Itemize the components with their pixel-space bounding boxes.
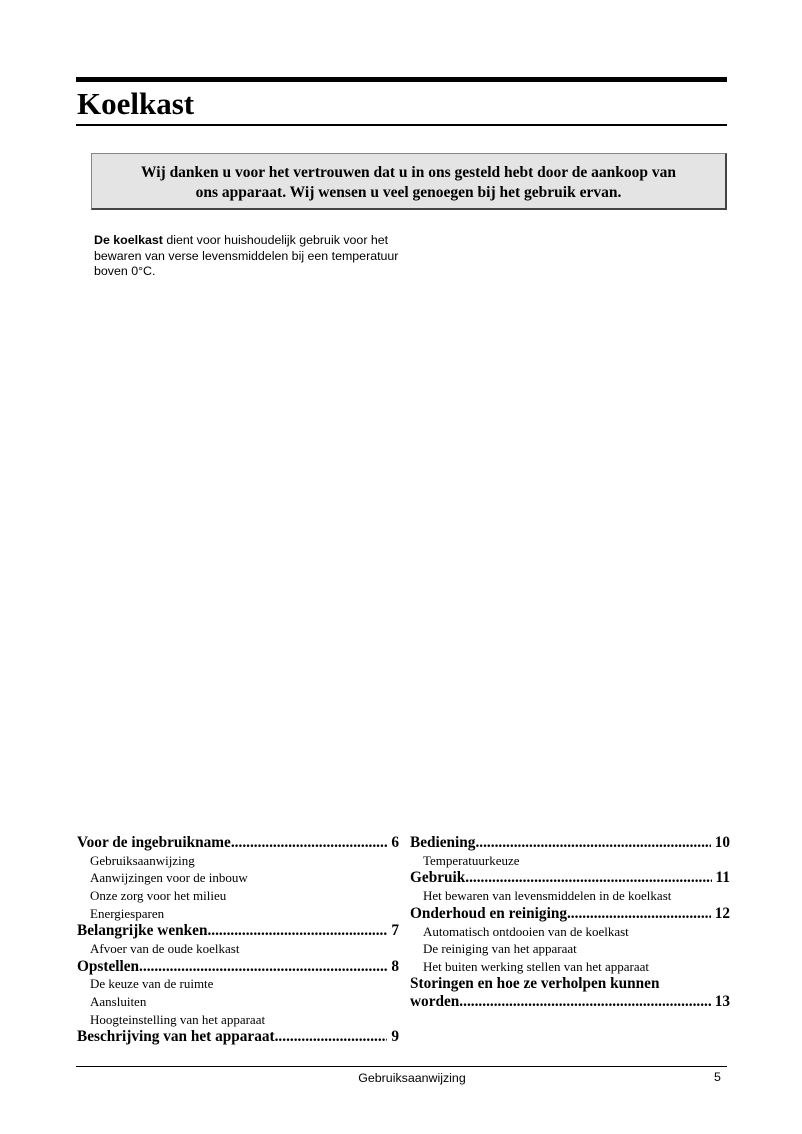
toc-entry-page: 9	[391, 1028, 399, 1046]
toc-subentry[interactable]: Het bewaren van levensmiddelen in de koelkast	[423, 888, 672, 904]
footer-rule	[76, 1066, 727, 1067]
toc-entry[interactable]	[77, 1028, 399, 1046]
footer-text: Gebruiksaanwijzing	[358, 1071, 466, 1085]
toc-leader-dots	[459, 993, 710, 1011]
top-rule	[76, 77, 727, 82]
toc-left-column	[77, 834, 399, 1046]
thanks-line-2: ons apparaat. Wij wensen u veel genoegen bij het gebruik ervan.	[195, 184, 622, 201]
toc-entry[interactable]	[410, 869, 730, 887]
toc-entry-title: Belangrijke wenken	[77, 922, 208, 940]
page-title: Koelkast	[77, 86, 195, 121]
thanks-box	[91, 153, 727, 210]
toc-subentry[interactable]: Hoogteinstelling van het apparaat	[90, 1011, 266, 1027]
toc-entry[interactable]	[410, 905, 730, 923]
toc-leader-dots	[275, 1028, 388, 1046]
toc-entry[interactable]	[77, 922, 399, 940]
toc-leader-dots	[231, 834, 388, 852]
toc-entry-page: 12	[714, 904, 730, 922]
toc-subentry[interactable]: De keuze van de ruimte	[90, 976, 214, 992]
toc-entry-page: 8	[391, 957, 399, 975]
toc-subentry[interactable]: Het buiten werking stellen van het apparaat	[423, 958, 649, 974]
toc-subentry[interactable]: Automatisch ontdooien van de koelkast	[423, 923, 629, 939]
toc-entry-title: worden	[410, 993, 460, 1011]
toc-entry[interactable]	[410, 993, 730, 1011]
intro-bold: De koelkast	[94, 233, 163, 247]
toc-entry[interactable]	[410, 834, 730, 852]
toc-entry-page: 11	[715, 869, 730, 887]
toc-entry[interactable]	[77, 958, 399, 976]
toc-leader-dots	[567, 905, 711, 923]
toc-leader-dots	[139, 958, 387, 976]
toc-entry-title: Voor de ingebruikname	[77, 834, 231, 851]
toc-entry-page: 6	[391, 834, 399, 851]
toc-leader-dots	[475, 834, 710, 852]
toc-entry-title: Gebruik	[410, 869, 466, 887]
toc-entry-page: 13	[714, 993, 730, 1011]
toc-entry-title: Bediening	[410, 834, 476, 851]
toc-entry-title: Onderhoud en reiniging	[410, 904, 567, 922]
intro-paragraph	[94, 233, 414, 280]
toc-entry-title-line[interactable]: Storingen en hoe ze verholpen kunnen	[410, 975, 660, 993]
title-rule	[76, 124, 727, 126]
toc-subentry[interactable]: De reiniging van het apparaat	[423, 941, 577, 957]
toc-subentry[interactable]: Aanwijzingen voor de inbouw	[90, 870, 248, 886]
toc-leader-dots	[207, 922, 387, 940]
toc-entry-title: Opstellen	[77, 957, 140, 975]
thanks-line-1: Wij danken u voor het vertrouwen dat u in ons gesteld hebt door de aankoop van	[141, 164, 676, 181]
intro-text: dient voor huishoudelijk gebruik voor het bewaren van verse levensmiddelen bij een temperatuur boven 0°C.	[94, 233, 399, 278]
toc-entry-page: 10	[714, 834, 730, 851]
toc-right-column	[410, 834, 730, 1011]
toc-subentry[interactable]: Onze zorg voor het milieu	[90, 887, 227, 903]
toc-entry-title: Beschrijving van het apparaat	[77, 1028, 275, 1046]
toc-subentry[interactable]: Temperatuurkeuze	[423, 852, 520, 868]
toc-subentry[interactable]: Energiesparen	[90, 905, 165, 921]
page-number: 5	[714, 1070, 721, 1084]
toc-subentry[interactable]: Afvoer van de oude koelkast	[90, 940, 240, 956]
toc-subentry[interactable]: Aansluiten	[90, 993, 147, 1009]
toc-leader-dots	[465, 869, 711, 887]
toc-subentry[interactable]: Gebruiksaanwijzing	[90, 852, 195, 868]
toc-entry-page: 7	[391, 922, 399, 940]
toc-entry[interactable]	[77, 834, 399, 852]
